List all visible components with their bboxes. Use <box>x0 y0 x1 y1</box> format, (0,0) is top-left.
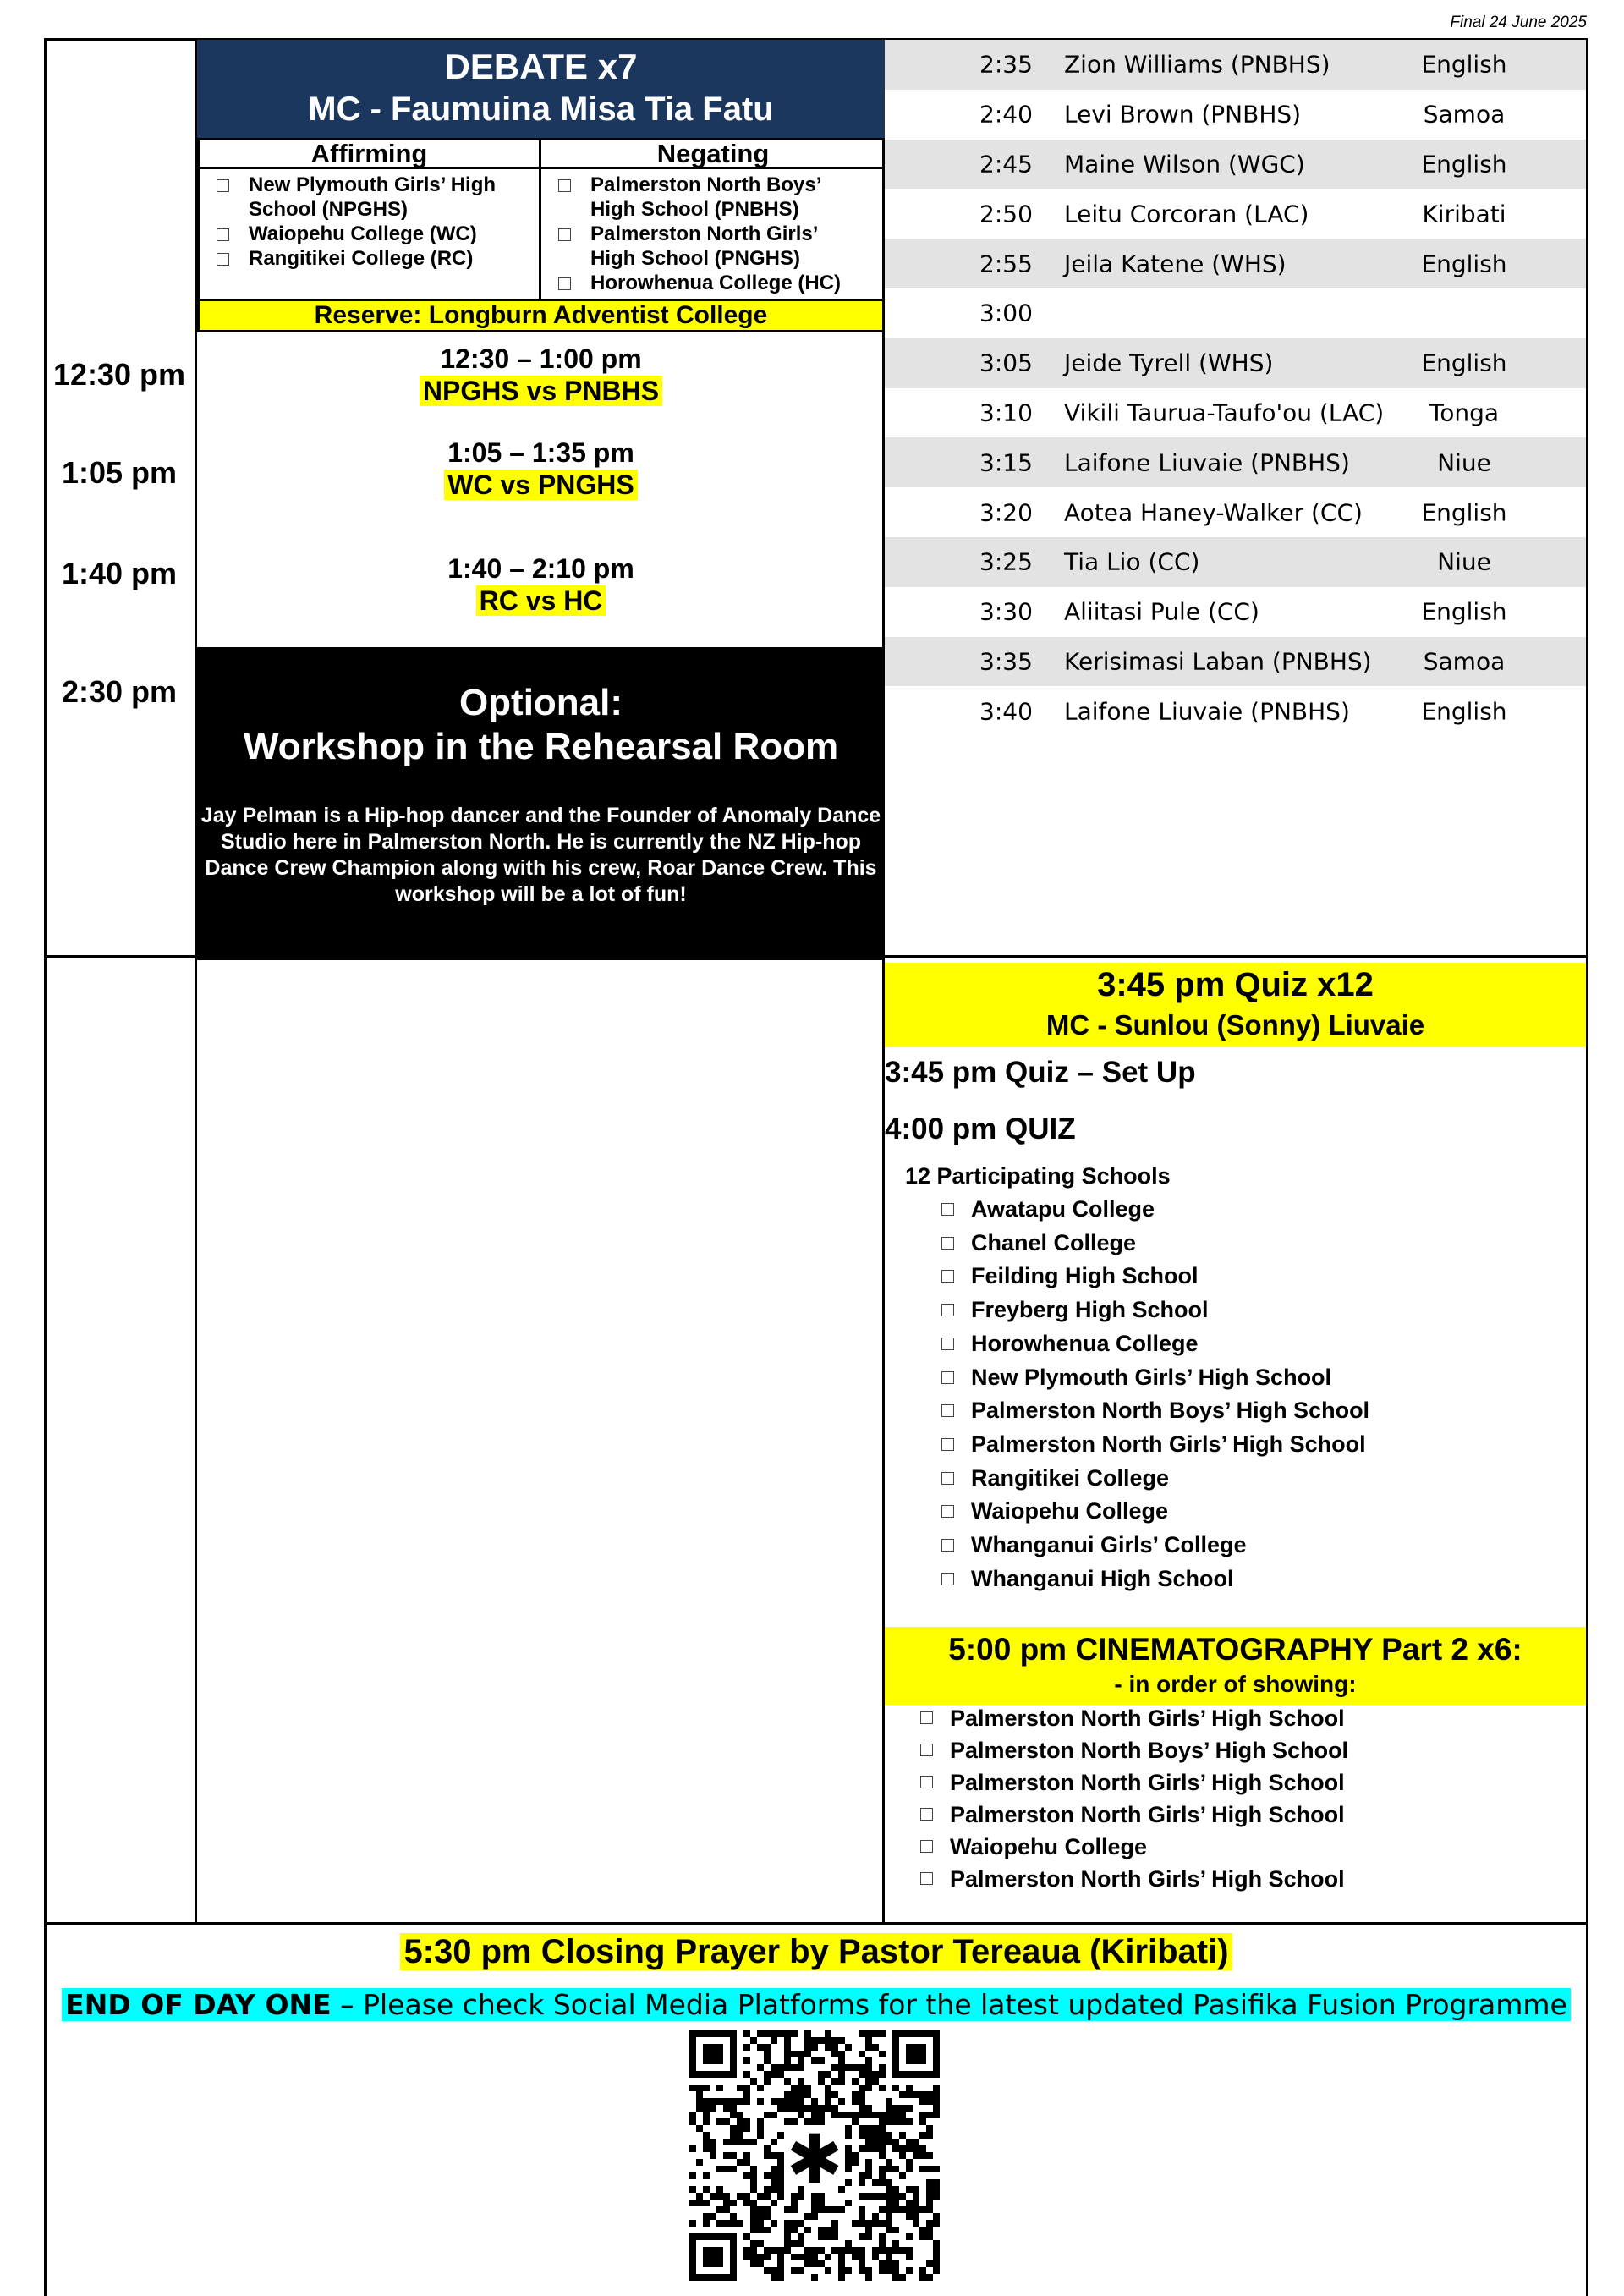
quiz-school-item: Palmerston North Boys’ High School <box>939 1394 1369 1428</box>
negating-column <box>541 140 885 301</box>
debate-title: DEBATE x7 <box>444 47 638 86</box>
performance-name: Leitu Corcoran (LAC) <box>1064 200 1309 228</box>
negating-team: Palmerston North Girls’ High School (PNGHS) <box>558 222 885 271</box>
performance-name: Jeila Katene (WHS) <box>1064 250 1287 278</box>
debate-slot-time: 1:05 – 1:35 pm <box>447 437 634 468</box>
cinematography-entry: Palmerston North Girls’ High School <box>918 1766 1348 1799</box>
time-label-140: 1:40 pm <box>61 556 178 590</box>
performance-name: Laifone Liuvaie (PNBHS) <box>1064 697 1350 726</box>
checkbox-icon <box>941 1338 954 1350</box>
performance-time: 2:35 <box>979 50 1033 79</box>
checkbox-icon <box>217 179 229 192</box>
debate-slot-1 <box>197 343 885 407</box>
affirming-column <box>200 140 541 301</box>
checkbox-icon <box>920 1872 933 1885</box>
time-label-105: 1:05 pm <box>61 455 178 490</box>
checkbox-icon <box>941 1404 954 1417</box>
optional-title: Optional: <box>458 682 623 723</box>
checkbox-icon <box>558 179 571 192</box>
debate-slot-match: NPGHS vs PNBHS <box>420 376 662 406</box>
debate-slot-match: RC vs HC <box>476 585 606 616</box>
end-of-day-text: – Please check Social Media Platforms for the latest updated Pasifika Fusion Programme <box>331 1988 1567 2021</box>
performance-language: Samoa <box>1423 647 1506 676</box>
closing-prayer <box>44 1933 1588 1971</box>
negating-team: Horowhenua College (HC) <box>558 271 885 295</box>
time-label-230: 2:30 pm <box>61 674 178 709</box>
checkbox-icon <box>920 1776 933 1788</box>
quiz-school-item: Waiopehu College <box>939 1495 1369 1529</box>
end-of-day-notice <box>44 1988 1588 2021</box>
performance-name: Jeide Tyrell (WHS) <box>1064 349 1274 377</box>
performance-name: Zion Williams (PNBHS) <box>1064 50 1330 79</box>
performance-row <box>885 637 1586 687</box>
performance-row <box>885 587 1586 637</box>
performance-row <box>885 388 1586 438</box>
performance-time: 3:20 <box>979 498 1033 527</box>
checkbox-icon <box>941 1472 954 1485</box>
performance-name: Aliitasi Pule (CC) <box>1064 597 1259 626</box>
performance-time: 3:30 <box>979 597 1033 626</box>
cinematography-subtitle: - in order of showing: <box>1114 1671 1357 1697</box>
performance-row <box>885 437 1586 487</box>
debate-mc: MC - Faumuina Misa Tia Fatu <box>308 91 774 128</box>
performance-language: Niue <box>1437 448 1491 477</box>
performance-row <box>885 239 1586 288</box>
performance-language: Tonga <box>1429 398 1500 427</box>
quiz-start: 4:00 pm QUIZ <box>885 1112 1076 1145</box>
divider-time-column-bottom <box>195 955 197 1925</box>
negating-team: Palmerston North Boys’ High School (PNBHS) <box>558 173 885 222</box>
quiz-title: 3:45 pm Quiz x12 <box>1097 966 1374 1003</box>
workshop-title: Workshop in the Rehearsal Room <box>243 726 839 767</box>
performance-language: Kiribati <box>1422 200 1506 228</box>
performance-name: Kerisimasi Laban (PNBHS) <box>1064 647 1372 676</box>
performance-language: English <box>1421 498 1507 527</box>
quiz-school-item: Horowhenua College <box>939 1327 1369 1361</box>
performance-row <box>885 487 1586 537</box>
checkbox-icon <box>941 1539 954 1552</box>
svg-text:✱: ✱ <box>786 2120 843 2199</box>
performance-name: Laifone Liuvaie (PNBHS) <box>1064 448 1350 477</box>
cinematography-entry: Palmerston North Boys’ High School <box>918 1734 1348 1766</box>
quiz-school-item: Freyberg High School <box>939 1294 1369 1327</box>
performance-row <box>885 338 1586 388</box>
divider-middle-bottom <box>882 955 885 1925</box>
quiz-school-item: Chanel College <box>939 1227 1369 1261</box>
performance-language: English <box>1421 697 1507 726</box>
quiz-school-item: Palmerston North Girls’ High School <box>939 1428 1369 1462</box>
performance-time: 3:15 <box>979 448 1033 477</box>
cinematography-header <box>885 1627 1586 1705</box>
checkbox-icon <box>941 1237 954 1250</box>
checkbox-icon <box>941 1505 954 1518</box>
performance-time: 3:00 <box>979 299 1033 327</box>
performance-time: 2:40 <box>979 100 1033 129</box>
performance-row <box>885 40 1586 90</box>
affirming-heading: Affirming <box>200 140 539 169</box>
debate-teams-table <box>197 138 885 299</box>
performance-name: Tia Lio (CC) <box>1064 547 1200 576</box>
optional-workshop-panel <box>197 647 885 960</box>
performance-row <box>885 189 1586 239</box>
checkbox-icon <box>920 1840 933 1853</box>
divider-lower <box>44 1922 1588 1925</box>
cinematography-title: 5:00 pm CINEMATOGRAPHY Part 2 x6: <box>948 1632 1522 1667</box>
debate-slot-match: WC vs PNGHS <box>444 470 637 500</box>
performance-name: Maine Wilson (WGC) <box>1064 150 1305 179</box>
debate-reserve: Reserve: Longburn Adventist College <box>197 299 885 332</box>
performance-name: Aotea Haney-Walker (CC) <box>1064 498 1363 527</box>
quiz-school-item: Whanganui Girls’ College <box>939 1529 1369 1563</box>
quiz-school-item: Rangitikei College <box>939 1462 1369 1496</box>
checkbox-icon <box>920 1808 933 1821</box>
performance-name: Levi Brown (PNBHS) <box>1064 100 1302 129</box>
checkbox-icon <box>217 228 229 241</box>
quiz-school-list <box>939 1193 1369 1596</box>
checkbox-icon <box>558 277 571 290</box>
checkbox-icon <box>941 1203 954 1216</box>
performance-language: English <box>1421 597 1507 626</box>
qr-code-icon[interactable] <box>689 2030 940 2281</box>
checkbox-icon <box>920 1711 933 1724</box>
quiz-mc: MC - Sunlou (Sonny) Liuvaie <box>1045 1009 1425 1041</box>
cinematography-entry: Palmerston North Girls’ High School <box>918 1702 1348 1734</box>
quiz-schools-label: 12 Participating Schools <box>905 1163 1171 1189</box>
negating-heading: Negating <box>541 140 885 169</box>
performance-name: Vikili Taurua-Taufo'ou (LAC) <box>1064 398 1385 427</box>
quiz-school-item: New Plymouth Girls’ High School <box>939 1361 1369 1395</box>
performance-time: 3:05 <box>979 349 1033 377</box>
cinematography-list <box>918 1702 1348 1895</box>
quiz-school-item: Feilding High School <box>939 1260 1369 1294</box>
performance-time: 2:45 <box>979 150 1033 179</box>
debate-header <box>197 40 885 138</box>
performance-language: Samoa <box>1423 100 1506 129</box>
performance-row <box>885 90 1586 140</box>
performance-language: English <box>1421 250 1507 278</box>
checkbox-icon <box>217 253 229 266</box>
affirming-team: Waiopehu College (WC) <box>217 222 539 246</box>
checkbox-icon <box>941 1573 954 1585</box>
checkbox-icon <box>941 1304 954 1316</box>
performance-schedule <box>885 40 1586 736</box>
workshop-description: Jay Pelman is a Hip-hop dancer and the Founder of Anomaly Dance Studio here in Palmerston North. He is currently the NZ Hip-hop Dance Crew Champion along with his crew, Roar Dance Crew. This workshop will be a lot of fun! <box>200 804 881 906</box>
debate-slot-time: 1:40 – 2:10 pm <box>447 553 634 584</box>
quiz-school-item: Awatapu College <box>939 1193 1369 1227</box>
closing-prayer-text: 5:30 pm Closing Prayer by Pastor Tereaua (Kiribati) <box>400 1933 1232 1970</box>
performance-language: English <box>1421 349 1507 377</box>
checkbox-icon <box>920 1744 933 1756</box>
checkbox-icon <box>941 1371 954 1384</box>
quiz-header <box>885 963 1586 1047</box>
affirming-team: Rangitikei College (RC) <box>217 246 539 271</box>
final-date-note: Final 24 June 2025 <box>1450 14 1587 31</box>
checkbox-icon <box>558 228 571 241</box>
performance-time: 2:50 <box>979 200 1033 228</box>
performance-row <box>885 288 1586 338</box>
performance-time: 3:35 <box>979 647 1033 676</box>
performance-language: English <box>1421 50 1507 79</box>
performance-time: 2:55 <box>979 250 1033 278</box>
debate-slot-time: 12:30 – 1:00 pm <box>440 343 642 374</box>
quiz-setup: 3:45 pm Quiz – Set Up <box>885 1056 1196 1089</box>
performance-language: Niue <box>1437 547 1491 576</box>
cinematography-entry: Waiopehu College <box>918 1831 1348 1863</box>
time-label-1230: 12:30 pm <box>52 357 186 392</box>
cinematography-entry: Palmerston North Girls’ High School <box>918 1863 1348 1895</box>
quiz-school-item: Whanganui High School <box>939 1563 1369 1596</box>
checkbox-icon <box>941 1270 954 1283</box>
performance-row <box>885 140 1586 190</box>
checkbox-icon <box>941 1438 954 1451</box>
performance-time: 3:40 <box>979 697 1033 726</box>
debate-slot-2 <box>197 437 885 501</box>
performance-time: 3:10 <box>979 398 1033 427</box>
performance-language: English <box>1421 150 1507 179</box>
performance-row <box>885 686 1586 736</box>
end-of-day-label: END OF DAY ONE <box>65 1988 332 2021</box>
performance-time: 3:25 <box>979 547 1033 576</box>
performance-row <box>885 537 1586 587</box>
cinematography-entry: Palmerston North Girls’ High School <box>918 1799 1348 1831</box>
debate-slot-3 <box>197 552 885 617</box>
affirming-team: New Plymouth Girls’ High School (NPGHS) <box>217 173 539 222</box>
